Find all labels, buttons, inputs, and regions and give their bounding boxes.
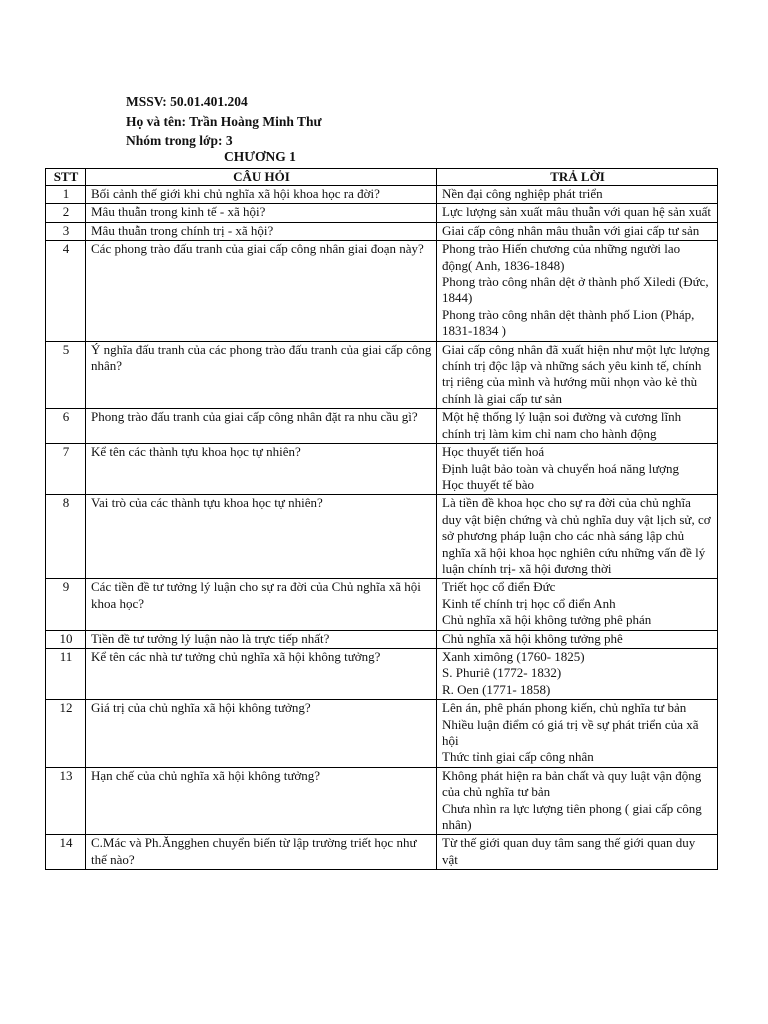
table-row <box>46 444 718 495</box>
table-row <box>46 204 718 222</box>
chapter-title: CHƯƠNG 1 <box>224 149 296 164</box>
answer-line: Là tiền đề khoa học cho sự ra đời của chủ nghĩa duy vật biện chứng và chủ nghĩa duy vật lịch sử, cơ sở phương pháp luận cho các nhà sáng lập chủ nghĩa xã hội khoa học nghiên cứu những vấn đề lý luận chính trị- xã hội đương thời <box>442 495 711 576</box>
answer-cell <box>437 241 718 341</box>
question-cell: Mâu thuẫn trong chính trị - xã hội? <box>86 222 437 240</box>
answer-line: Triết học cổ điển Đức <box>442 579 556 595</box>
row-number: 5 <box>46 341 86 409</box>
answer-line: Xanh ximông (1760- 1825) <box>442 648 585 664</box>
answer-cell <box>437 204 718 222</box>
qa-table <box>45 168 718 870</box>
question-cell: Hạn chế của chủ nghĩa xã hội không tưởng? <box>86 767 437 835</box>
class-group: Nhóm trong lớp: 3 <box>126 133 233 148</box>
table-row <box>46 222 718 240</box>
table-row <box>46 495 718 579</box>
question-cell: Vai trò của các thành tựu khoa học tự nhiên? <box>86 495 437 579</box>
row-number: 11 <box>46 648 86 699</box>
table-row <box>46 630 718 648</box>
row-number: 2 <box>46 204 86 222</box>
question-cell: Kể tên các thành tựu khoa học tự nhiên? <box>86 444 437 495</box>
answer-cell <box>437 222 718 240</box>
student-id: MSSV: 50.01.401.204 <box>126 94 248 109</box>
question-cell: Kể tên các nhà tư tưởng chủ nghĩa xã hội không tưởng? <box>86 648 437 699</box>
answer-line: Thức tỉnh giai cấp công nhân <box>442 749 594 765</box>
table-row <box>46 648 718 699</box>
answer-cell <box>437 341 718 409</box>
answer-line: Giai cấp công nhân đã xuất hiện như một lực lượng chính trị độc lập và những sách yêu kinh tế, chính trị riêng của mình và hướng mũi nhọn vào kẻ thù chính là giai cấp tư sản <box>442 341 710 406</box>
answer-line: Phong trào công nhân dệt ở thành phố Xiledi (Đức, 1844) <box>442 274 709 306</box>
student-name: Họ và tên: Trần Hoàng Minh Thư <box>126 113 322 129</box>
answer-line: Chưa nhìn ra lực lượng tiên phong ( giai cấp công nhân) <box>442 800 702 833</box>
answer-line: Định luật bảo toàn và chuyển hoá năng lượng <box>442 460 680 476</box>
question-cell: Ý nghĩa đấu tranh của các phong trào đấu tranh của giai cấp công nhân? <box>86 341 437 409</box>
table-row <box>46 579 718 630</box>
answer-cell <box>437 630 718 648</box>
answer-line: Nhiều luận điểm có giá trị về sự phát triển của xã hội <box>442 716 699 748</box>
row-number: 13 <box>46 767 86 835</box>
answer-cell <box>437 444 718 495</box>
row-number: 3 <box>46 222 86 240</box>
answer-cell <box>437 495 718 579</box>
table-row <box>46 186 718 204</box>
answer-line: Phong trào Hiến chương của những người lao động( Anh, 1836-1848) <box>442 241 681 273</box>
question-cell: Mâu thuẫn trong kinh tế - xã hội? <box>86 204 437 222</box>
answer-line: Chủ nghĩa xã hội không tưởng phê phán <box>442 612 652 628</box>
table-row <box>46 767 718 835</box>
row-number: 10 <box>46 630 86 648</box>
row-number: 1 <box>46 186 86 204</box>
answer-line: Chủ nghĩa xã hội không tưởng phê <box>442 630 623 646</box>
question-cell: Tiền đề tư tưởng lý luận nào là trực tiếp nhất? <box>86 630 437 648</box>
table-row <box>46 835 718 870</box>
answer-line: Từ thế giới quan duy tâm sang thế giới quan duy vật <box>442 835 696 867</box>
answer-line: Lên án, phê phán phong kiến, chủ nghĩa tư bản <box>442 700 687 716</box>
question-cell: Bối cảnh thế giới khi chủ nghĩa xã hội khoa học ra đời? <box>86 186 437 204</box>
table-header-row <box>46 169 718 186</box>
question-cell: Các tiền đề tư tưởng lý luận cho sự ra đời của Chủ nghĩa xã hội khoa học? <box>86 579 437 630</box>
header-stt: STT <box>46 169 86 186</box>
answer-cell <box>437 835 718 870</box>
answer-line: Kinh tế chính trị học cổ điển Anh <box>442 595 616 611</box>
table-row <box>46 241 718 341</box>
row-number: 6 <box>46 409 86 444</box>
answer-line: Học thuyết tế bào <box>442 476 535 492</box>
header-answer: TRẢ LỜI <box>437 169 718 186</box>
answer-cell <box>437 579 718 630</box>
answer-cell <box>437 648 718 699</box>
answer-line: S. Phuriê (1772- 1832) <box>442 665 562 681</box>
answer-line: Giai cấp công nhân mâu thuẫn với giai cấp tư sản <box>442 222 700 238</box>
row-number: 7 <box>46 444 86 495</box>
row-number: 12 <box>46 700 86 768</box>
answer-line: Lực lượng sản xuất mâu thuẫn với quan hệ sản xuất <box>442 204 712 220</box>
answer-line: Phong trào công nhân dệt thành phố Lion (Pháp, 1831-1834 ) <box>442 306 695 339</box>
answer-line: Nền đại công nghiệp phát triển <box>442 186 603 201</box>
answer-cell <box>437 767 718 835</box>
question-cell: Phong trào đấu tranh của giai cấp công nhân đặt ra nhu cầu gì? <box>86 409 437 444</box>
row-number: 14 <box>46 835 86 870</box>
question-cell: Các phong trào đấu tranh của giai cấp công nhân giai đoạn này? <box>86 241 437 341</box>
table-row <box>46 341 718 409</box>
answer-line: Không phát hiện ra bản chất và quy luật vận động của chủ nghĩa tư bản <box>442 767 702 800</box>
table-body <box>46 186 718 870</box>
student-info <box>126 92 322 151</box>
question-cell: C.Mác và Ph.Ăngghen chuyển biến từ lập trường triết học như thế nào? <box>86 835 437 870</box>
table-row <box>46 700 718 768</box>
row-number: 8 <box>46 495 86 579</box>
answer-line: Một hệ thống lý luận soi đường và cương lĩnh chính trị làm kim chỉ nam cho hành động <box>442 409 682 441</box>
answer-line: R. Oen (1771- 1858) <box>442 681 551 697</box>
header-question: CÂU HỎI <box>86 169 437 186</box>
question-cell: Giá trị của chủ nghĩa xã hội không tưởng? <box>86 700 437 768</box>
row-number: 9 <box>46 579 86 630</box>
answer-cell <box>437 186 718 204</box>
answer-cell <box>437 409 718 444</box>
answer-line: Học thuyết tiến hoá <box>442 444 545 460</box>
table-row <box>46 409 718 444</box>
row-number: 4 <box>46 241 86 341</box>
answer-cell <box>437 700 718 768</box>
